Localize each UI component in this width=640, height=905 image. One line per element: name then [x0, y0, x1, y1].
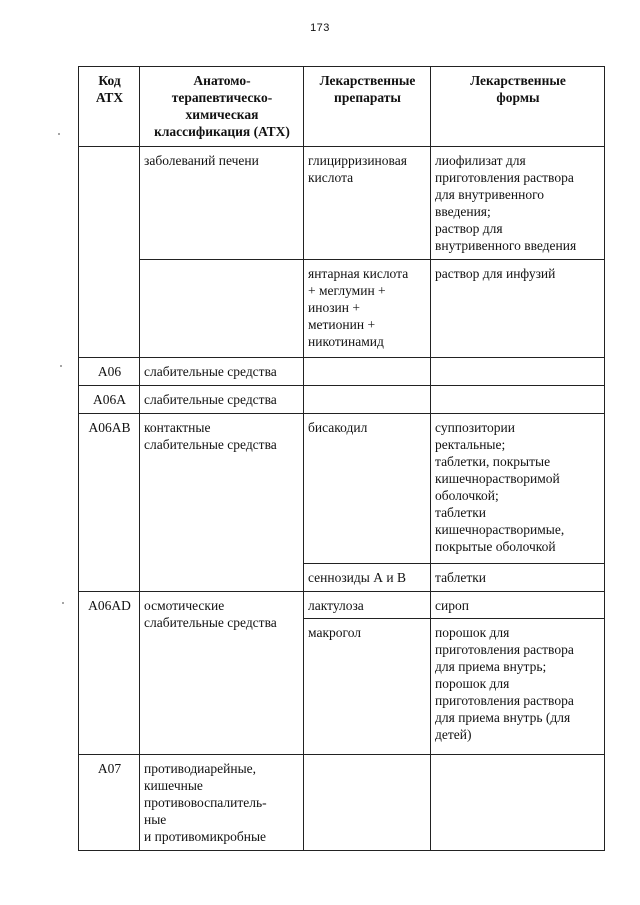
- drug-text: янтарная кислота + меглумин + инозин + метионин + никотинамид: [308, 266, 409, 349]
- drug-text: глицирризиновая кислота: [308, 153, 407, 185]
- drug-cell: [304, 358, 431, 386]
- code-cell: [79, 147, 140, 358]
- header-code: [79, 67, 140, 147]
- table-row: [79, 147, 605, 260]
- header-forms-text: Лекарственные формы: [470, 73, 566, 105]
- code-text: A06AB: [88, 420, 131, 435]
- classification-cell: [140, 358, 304, 386]
- form-cell: [431, 755, 605, 851]
- drug-text: лактулоза: [308, 598, 364, 613]
- scan-speck: [60, 365, 62, 367]
- drug-cell: [304, 564, 431, 592]
- classification-text: слабительные средства: [144, 392, 277, 407]
- form-text: лиофилизат для приготовления раствора для внутривенного введения; раствор для внутривенного введения: [435, 153, 577, 253]
- classification-text: противодиарейные, кишечные противовоспалитель- ные и противомикробные: [144, 761, 267, 844]
- form-cell: [431, 592, 605, 619]
- code-text: A06A: [93, 392, 126, 407]
- form-cell: [431, 619, 605, 755]
- form-cell: [431, 386, 605, 414]
- form-text: порошок для приготовления раствора для приема внутрь; порошок для приготовления раствора для приема внутрь (для детей): [435, 625, 574, 742]
- classification-cell: [140, 260, 304, 358]
- classification-text: контактные слабительные средства: [144, 420, 277, 452]
- drug-cell: [304, 260, 431, 358]
- classification-cell: [140, 147, 304, 260]
- drug-cell: [304, 619, 431, 755]
- code-text: A06AD: [88, 598, 131, 613]
- form-text: таблетки: [435, 570, 487, 585]
- form-text: сироп: [435, 598, 469, 613]
- classification-cell: [140, 755, 304, 851]
- drug-cell: [304, 414, 431, 564]
- header-forms: [431, 67, 605, 147]
- form-cell: [431, 564, 605, 592]
- header-code-text: Код АТХ: [95, 73, 124, 105]
- form-cell: [431, 147, 605, 260]
- classification-cell: [140, 592, 304, 755]
- table-header-row: [79, 67, 605, 147]
- table-row: [79, 414, 605, 564]
- classification-cell: [140, 414, 304, 592]
- header-classification-text: Анатомо- терапевтическо- химическая классификация (АТХ): [154, 73, 290, 139]
- drug-text: сеннозиды А и В: [308, 570, 406, 585]
- classification-text: осмотические слабительные средства: [144, 598, 277, 630]
- code-text: A07: [97, 761, 122, 776]
- code-cell: [79, 386, 140, 414]
- table-row: [79, 386, 605, 414]
- header-drugs: [304, 67, 431, 147]
- code-cell: [79, 414, 140, 592]
- table-row: [79, 592, 605, 619]
- drug-cell: [304, 755, 431, 851]
- drug-text: бисакодил: [308, 420, 368, 435]
- code-cell: [79, 592, 140, 755]
- scan-speck: [62, 602, 64, 604]
- form-cell: [431, 260, 605, 358]
- atx-drug-table: [78, 66, 605, 851]
- scan-speck: [58, 133, 60, 135]
- drug-cell: [304, 592, 431, 619]
- form-text: раствор для инфузий: [435, 266, 556, 281]
- form-text: суппозитории ректальные; таблетки, покрытые кишечнорастворимой оболочкой; таблетки кишечнорастворимые, покрытые оболочкой: [435, 420, 565, 554]
- classification-text: заболеваний печени: [144, 153, 259, 168]
- table-row: [79, 755, 605, 851]
- drug-cell: [304, 147, 431, 260]
- header-classification: [140, 67, 304, 147]
- drug-text: макрогол: [308, 625, 362, 640]
- code-cell: [79, 755, 140, 851]
- code-cell: [79, 358, 140, 386]
- form-cell: [431, 414, 605, 564]
- code-text: A06: [97, 364, 122, 379]
- header-drugs-text: Лекарственные препараты: [319, 73, 416, 105]
- page-number: 173: [310, 22, 330, 34]
- table-row: [79, 358, 605, 386]
- form-cell: [431, 358, 605, 386]
- classification-cell: [140, 386, 304, 414]
- table-row: [79, 260, 605, 358]
- classification-text: слабительные средства: [144, 364, 277, 379]
- drug-cell: [304, 386, 431, 414]
